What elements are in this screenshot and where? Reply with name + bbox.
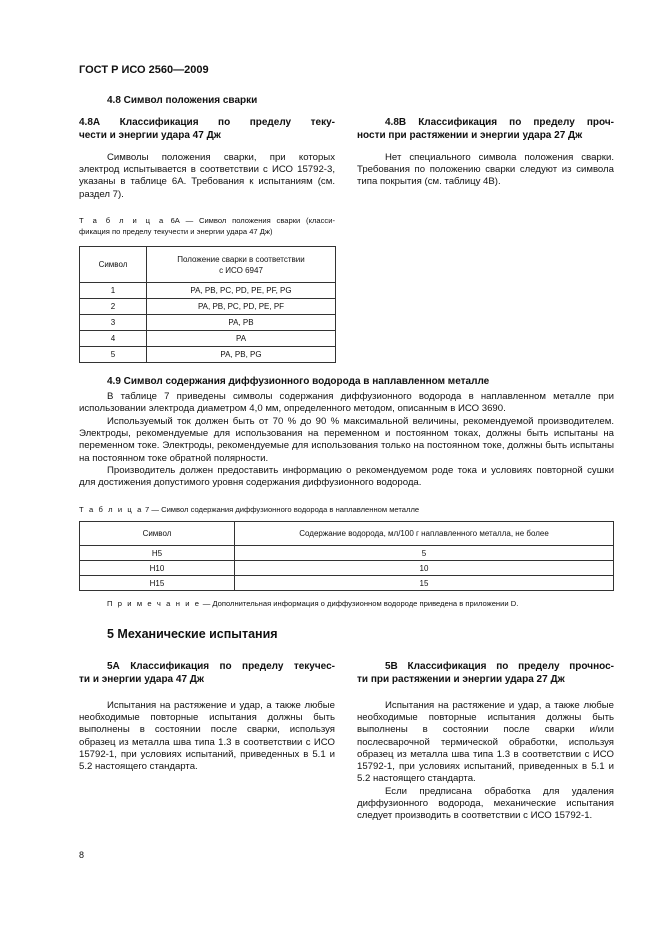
section-5-title: 5 Механические испытания <box>107 627 278 641</box>
section-5b-text-2: Если предписана обработка для удаления диффузионного водорода, механические испытания следует производить в соответствии с ИСО 15792-1. <box>357 786 614 822</box>
table-cell: PA, PB, PC, PD, PE, PF, PG <box>147 283 336 299</box>
table-cell: H15 <box>80 576 235 591</box>
table-cell: H10 <box>80 561 235 576</box>
table-cell: 5 <box>235 546 614 561</box>
table-cell: 4 <box>80 331 147 347</box>
table-row <box>80 576 614 591</box>
table-row <box>80 315 336 331</box>
table-6a-caption-line1: Т а б л и ц а 6А — Символ положения сварки (класси- <box>79 216 335 225</box>
table-cell: 1 <box>80 283 147 299</box>
section-4-8b-text: Нет специального символа положения сварки. Требования по положению сварки следуют из символа типа покрытия (см. таблицу 4В). <box>357 152 614 188</box>
table-cell: PA, PB, PG <box>147 347 336 363</box>
running-header: ГОСТ Р ИСО 2560—2009 <box>79 64 209 76</box>
section-4-9-paragraph-2: Используемый ток должен быть от 70 % до 90 % максимальной величины, рекомендуемой производителем. Электроды, рекомендуемые для использования на переменном и постоянном токах, должны быть испытаны на переменном токе. Электроды, рекомендуемые для использования только на постоянном токе, должны быть испытаны на постоянном токе обратной полярности. <box>79 416 614 464</box>
table-cell: 5 <box>80 347 147 363</box>
page-number: 8 <box>79 850 85 860</box>
section-4-8b-title: 4.8В Классификация по пределу проч- ности при растяжении и энергии удара 27 Дж <box>357 117 614 141</box>
table-cell: PA, PB, PC, PD, PE, PF <box>147 299 336 315</box>
table-6a <box>79 246 336 363</box>
table-6a-caption-line2: фикация по пределу текучести и энергии удара 47 Дж) <box>79 227 273 236</box>
table-cell: 10 <box>235 561 614 576</box>
table-header-cell: Содержание водорода, мл/100 г наплавленного металла, не более <box>235 522 614 546</box>
section-4-8a-title: 4.8А Классификация по пределу теку- чести и энергии удара 47 Дж <box>79 117 335 141</box>
table-header-row <box>80 522 614 546</box>
table-header-cell: Символ <box>80 522 235 546</box>
table-header-row <box>80 247 336 283</box>
table-cell: 3 <box>80 315 147 331</box>
table-row <box>80 561 614 576</box>
table-cell: H5 <box>80 546 235 561</box>
table-header-cell: Символ <box>80 247 147 283</box>
section-5a-text: Испытания на растяжение и удар, а также любые необходимые повторные испытания должны быть выполнены в состоянии после сварки, используя образец из металла шва типа 1.3 в соответствии с ИСО 15792-1, при условиях испытаний, приведенных в 5.1 и 5.2 настоящего стандарта. <box>79 700 335 773</box>
table-7 <box>79 521 614 591</box>
table-row <box>80 299 336 315</box>
section-4-8-title: 4.8 Символ положения сварки <box>107 95 258 106</box>
section-4-9-paragraph-3: Производитель должен предоставить информацию о рекомендуемом роде тока и условиях повторной сушки для достижения допустимого уровня содержания диффузионного водорода. <box>79 465 614 489</box>
table-cell: 15 <box>235 576 614 591</box>
table-header-cell: Положение сварки в соответствии с ИСО 6947 <box>147 247 336 283</box>
section-4-8a-text: Символы положения сварки, при которых электрод испытывается в соответствии с ИСО 15792-3, указаны в таблице 6А. Требования к испытаниям (см. раздел 7). <box>79 152 335 200</box>
table-row <box>80 283 336 299</box>
section-5b-text-1: Испытания на растяжение и удар, а также любые необходимые повторные испытания должны быть выполнены в состоянии после сварки и/или послесварочной термической обработки, используя образец из металла шва типа 1.3 в соответствии с ИСО 15792-1, при условиях испытаний, приведенных в 5.1 и 5.2 настоящего стандарта. <box>357 700 614 785</box>
table-cell: 2 <box>80 299 147 315</box>
section-4-9-paragraph-1: В таблице 7 приведены символы содержания диффузионного водорода в наплавленном металле при использовании электрода диаметром 4,0 мм, определенного методом, описанным в ИСО 3690. <box>79 391 614 415</box>
table-7-caption: Т а б л и ц а 7 — Символ содержания диффузионного водорода в наплавленном металле <box>79 505 420 514</box>
table-row <box>80 347 336 363</box>
section-5b-title: 5В Классификация по пределу прочнос- ти при растяжении и энергии удара 27 Дж <box>357 661 614 685</box>
table-cell: PA <box>147 331 336 347</box>
table-7-note: П р и м е ч а н и е — Дополнительная информация о диффузионном водороде приведена в приложении D. <box>107 599 519 608</box>
table-row <box>80 546 614 561</box>
section-5a-title: 5А Классификация по пределу текучес- ти и энергии удара 47 Дж <box>79 661 335 685</box>
section-4-9-title: 4.9 Символ содержания диффузионного водорода в наплавленном металле <box>107 376 490 387</box>
table-row <box>80 331 336 347</box>
table-cell: PA, PB <box>147 315 336 331</box>
